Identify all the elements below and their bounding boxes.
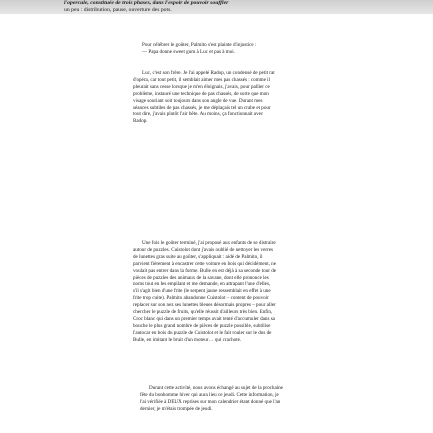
text-line: Luc, c'est son frère. Je l'ai appelé Radop, un condensé de petit rat bbox=[142, 70, 275, 76]
text-line: parvient fièrement à encastrer cette voiture en bois qui décidément, ne bbox=[133, 260, 276, 267]
text-line: Pour célébrer le goûter, Palmito s'est plainte d'injustice : bbox=[142, 42, 257, 48]
text-line: autour de puzzles. Cuistolot dont j'avais oublié de nettoyer les verres bbox=[133, 246, 273, 253]
text-line: d'opéra, car tout petit, il semblait aimer mes pas chassés : comme il bbox=[133, 76, 270, 83]
text-line: bouche le plus grand nombre de pièces de puzzle possible, subtilise bbox=[133, 322, 271, 329]
text-line: replacer sur son nez ses lunettes bleues désormais propres – pour aller bbox=[133, 302, 276, 309]
text-line: Une fois le goûter terminé, j'ai proposé aux enfants de se distraire bbox=[142, 240, 276, 246]
text-line: visage souriant soit toujours dans son angle de vue. Durant mes bbox=[133, 97, 263, 104]
text-line: l'autocar en bois du puzzle de Cuistolot et le fait rouler sur le dos de bbox=[133, 329, 272, 336]
paragraph-1 bbox=[133, 42, 365, 56]
paragraph-4 bbox=[140, 385, 364, 413]
text-line: dernier, je m'étais trompée de jeudi. bbox=[140, 405, 213, 412]
text-line: tout dire, j'avais plutôt l'air bête. Au moins, ça fonctionnait avec bbox=[133, 111, 264, 118]
header-line-2: un peu : distribution, pause, ouverture des pots. bbox=[64, 7, 172, 13]
paragraph-2 bbox=[133, 70, 365, 125]
text-line: voulait pas entrer dans la forme. Bulle en est déjà à sa seconde tour de bbox=[133, 267, 276, 274]
text-line: pièces de puzzles des animaux de la savane, dont elle prononce les bbox=[133, 274, 269, 281]
text-line: chercher le puzzle de fruits, qu'elle réussit d'ailleurs très bien. Enfin, bbox=[133, 309, 273, 316]
text-line: de lunettes gras suite au goûter, s'appliquait : aidé de Palmito, il bbox=[133, 253, 263, 260]
text-line: s'il s'agit bien d'une frite (le serpent jaune ressemblait en effet à une bbox=[133, 288, 271, 295]
text-line: Bulle, en imitant le bruit d'un moteur… qui crachote. bbox=[133, 336, 242, 343]
text-line: pleurait sans cesse lorsque je m'en éloignais, j'avais, pour pallier ce bbox=[133, 83, 270, 90]
previous-text-banner bbox=[0, 0, 433, 14]
text-line: noms tout en les empilant et me demande, en attrapant l'une d'elles, bbox=[133, 281, 271, 288]
text-line: fête du bonhomme hiver qui aura lieu ce jeudi. Cette information, je bbox=[140, 391, 279, 398]
text-line: Croc blanc qui dans un premier temps avait tenté d'accumuler dans sa bbox=[133, 315, 275, 322]
text-line: séances subtiles de pas chassés, je me déplaçais tel un crabe et pour bbox=[133, 104, 271, 111]
text-line: problème, instauré une technique de pas chassés, de sorte que mon bbox=[133, 90, 269, 97]
text-line: — Papa donne sweet gum à Luc et pas à moi. bbox=[142, 48, 235, 55]
text-line: Durant cette activité, nous avons échangé au sujet de la prochaine bbox=[149, 385, 283, 391]
header-line-1: l'opercule, constituée de trois phases, dans l'espoir de pouvoir souffler bbox=[64, 0, 229, 6]
text-line: l'ai vérifiée à DEUX reprises sur mon calendrier étant donné que l'an bbox=[140, 398, 281, 405]
text-line: Radop. bbox=[133, 118, 148, 125]
text-line: frite trop cuite). Palmito abandonne Cuistolot – content de pouvoir bbox=[133, 295, 269, 302]
paragraph-3 bbox=[133, 240, 365, 344]
